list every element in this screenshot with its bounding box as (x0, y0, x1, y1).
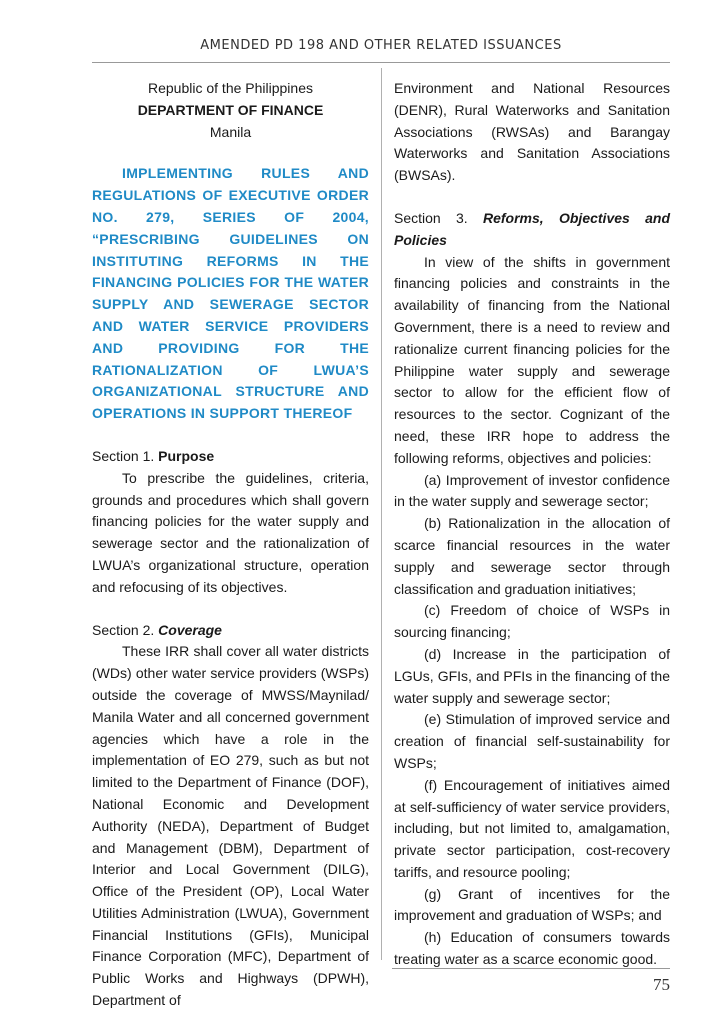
letterhead-country: Republic of the Philippines (148, 80, 313, 96)
list-item: (a) Improvement of investor confidence in the water supply and sewerage sector; (394, 471, 670, 510)
section-1-heading (92, 446, 369, 468)
list-item: (f) Encouragement of initiatives aimed at self-sufficiency of water service providers, including, but not limited to, amalgamation, private sector participation, cost-recovery tariffs, and resource pooling; (394, 776, 670, 880)
section-2-label: Section 2. (92, 621, 155, 638)
page-number: 75 (653, 975, 670, 994)
list-item: (c) Freedom of choice of WSPs in sourcing financing; (394, 602, 670, 641)
list-item: (b) Rationalization in the allocation of scarce financial resources in the water supply and sewerage sector through classification and graduation initiatives; (394, 515, 670, 597)
section-3-intro: In view of the shifts in government financing policies and constraints in the availability of financing from the National Government, there is a need to review and rationalize current financing policies for the Philippine water supply and sewerage sector to allow for the efficient flow of resources to the sector. Cognizant of the need, these IRR hope to address the following reforms, objectives and policies: (394, 253, 670, 466)
section-2-heading (92, 620, 369, 642)
list-item: (g) Grant of incentives for the improvement and graduation of WSPs; and (394, 885, 670, 924)
list-item: (h) Education of consumers towards treating water as a scarce economic good. (394, 929, 670, 968)
footer-rule (392, 968, 670, 969)
section-2-body: These IRR shall cover all water districts (WDs) other water service providers (WSPs) outside the coverage of MWSS/Maynilad/ Manila Water and all concerned government agencies which have a role in the implementation of EO 279, such as but not limited to the Department of Finance (DOF), National Economic and Development Authority (NEDA), Department of Budget and Management (DBM), Department of Interior and Local Government (DILG), Office of the President (OP), Local Water Utilities Administration (LWUA), Government Financial Institutions (GFIs), Municipal Finance Corporation (MFC), Department of Public Works and Highways (DPWH), Department of (92, 643, 369, 1009)
section-1-name: Purpose (158, 447, 215, 464)
section-3-name: Reforms, Objectives and Policies (394, 209, 671, 248)
section-2-name: Coverage (158, 621, 222, 638)
section-1-body: To prescribe the guidelines, criteria, grounds and procedures which shall govern financing policies for the water supply and sewerage sector and the rationalization of LWUA’s organizational structure, operation and refocusing of its objectives. (92, 469, 369, 595)
running-header: AMENDED PD 198 AND OTHER RELATED ISSUANCES (200, 38, 562, 53)
right-column (394, 78, 670, 971)
left-column (92, 78, 369, 1012)
list-item: (e) Stimulation of improved service and creation of financial self-sustainability for WSPs; (394, 711, 670, 771)
section-3-heading (394, 208, 670, 252)
document-title: IMPLEMENTING RULES AND REGULATIONS OF EXECUTIVE ORDER NO. 279, SERIES OF 2004, “PRESCRIBING GUIDELINES ON INSTITUTING REFORMS IN THE FINANCING POLICIES FOR THE WATER SUPPLY AND SEWERAGE SECTOR AND WATER SERVICE PROVIDERS AND PROVIDING FOR THE RATIONALIZATION OF LWUA’S ORGANIZATIONAL STRUCTURE AND OPERATIONS IN SUPPORT THEREOF (92, 165, 369, 422)
list-item: (d) Increase in the participation of LGUs, GFIs, and PFIs in the financing of the water supply and sewerage sector; (394, 645, 670, 706)
section-3-label: Section 3. (394, 209, 468, 226)
header-rule (92, 62, 670, 63)
letterhead-department: DEPARTMENT OF FINANCE (137, 101, 324, 118)
section-1-label: Section 1. (92, 447, 155, 464)
section-2-body-continued: Environment and National Resources (DENR), Rural Waterworks and Sanitation Associations (RWSAs) and Barangay Waterworks and Sanitation Associations (BWSAs). (394, 80, 670, 184)
letterhead-city: Manila (209, 123, 252, 140)
column-divider (381, 68, 382, 960)
